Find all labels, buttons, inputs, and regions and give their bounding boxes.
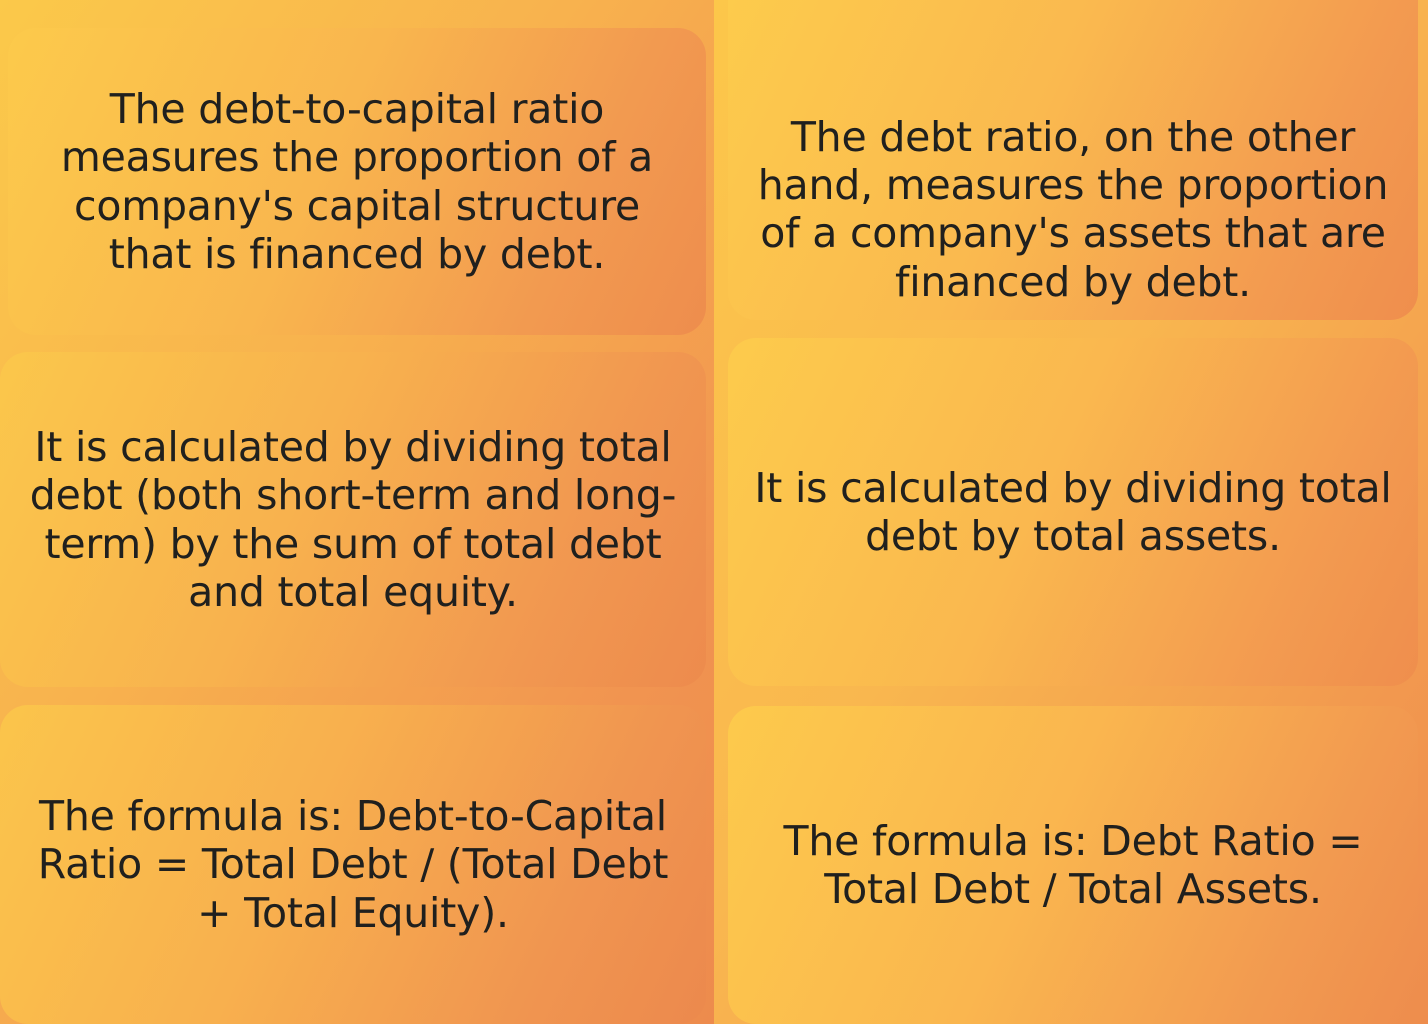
right-card-2-text: It is calculated by dividing total debt by total assets. <box>754 463 1392 560</box>
left-card-1 <box>8 28 706 335</box>
right-column <box>714 0 1428 1024</box>
right-card-1 <box>728 0 1418 320</box>
right-card-3-text: The formula is: Debt Ratio = Total Debt / Total Assets. <box>783 816 1363 913</box>
left-card-3 <box>0 705 706 1024</box>
right-card-3 <box>728 706 1418 1024</box>
left-card-3-text: The formula is: Debt-to-Capital Ratio = Total Debt / (Total Debt + Total Equity). <box>37 791 669 937</box>
left-card-1-text: The debt-to-capital ratio measures the proportion of a company's capital structure that is financed by debt. <box>60 84 654 278</box>
left-card-2-text: It is calculated by dividing total debt (both short-term and long-term) by the sum of total debt and total equity. <box>29 422 677 616</box>
right-card-2 <box>728 338 1418 686</box>
left-card-2 <box>0 352 706 687</box>
right-card-1-text: The debt ratio, on the other hand, measures the proportion of a company's assets that are financed by debt. <box>757 112 1389 306</box>
